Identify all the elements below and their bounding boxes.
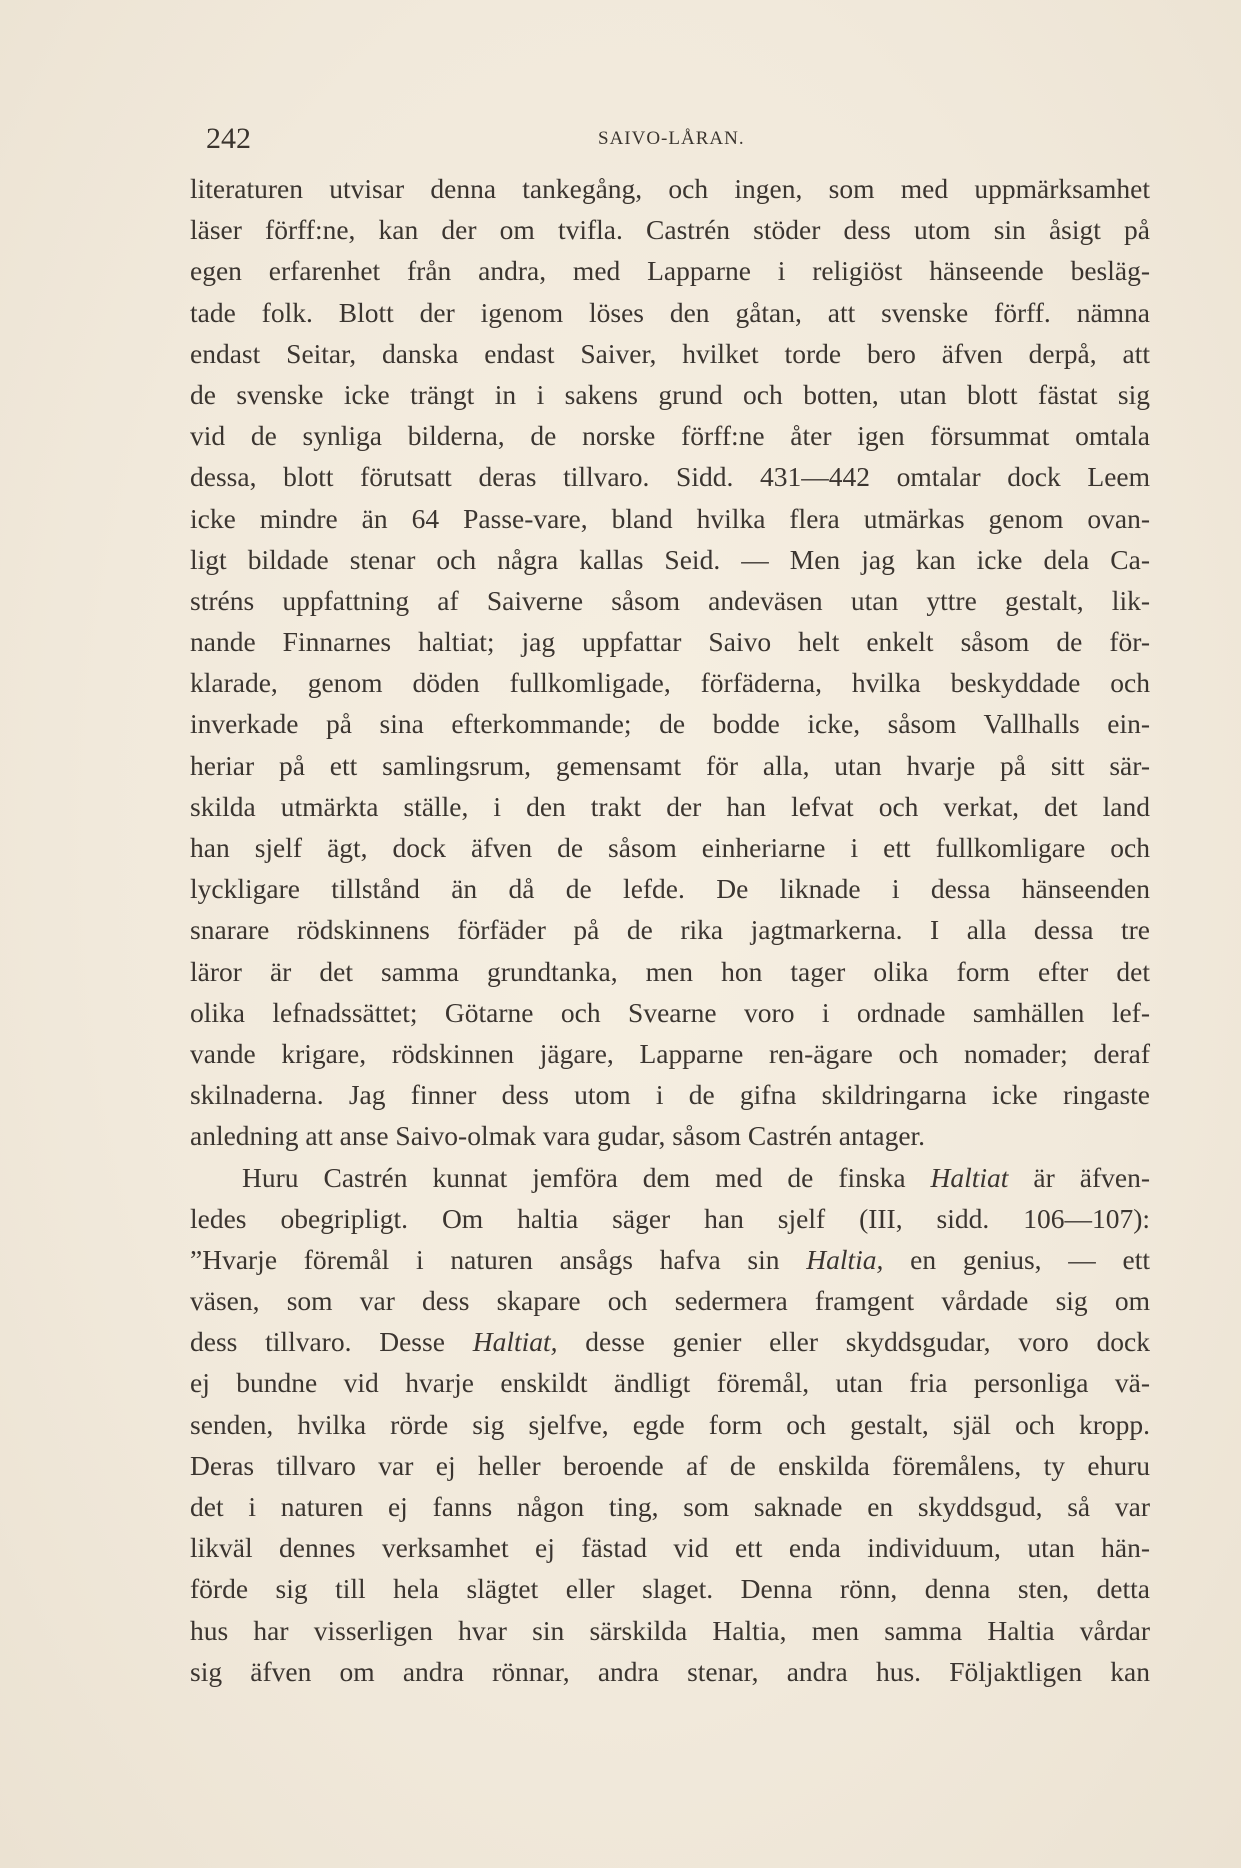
text-line: ligt bildade stenar och några kallas Seid. — Men jag kan icke dela Ca- <box>190 543 1150 575</box>
text-line <box>190 1157 1150 1198</box>
text-line: klarade, genom döden fullkomligade, förfäderna, hvilka beskyddade och <box>190 667 1150 699</box>
text-line: de svenske icke trängt in i sakens grund och botten, utan blott fästat sig <box>190 378 1150 410</box>
body-text <box>190 168 1150 1692</box>
text-line: senden, hvilka rörde sig sjelfve, egde form och gestalt, själ och kropp. <box>190 1408 1150 1440</box>
text-line: han sjelf ägt, dock äfven de såsom einheriarne i ett fullkomligare och <box>190 832 1150 863</box>
italic-term: Haltiat <box>930 1161 1009 1193</box>
text-line: läser förff:ne, kan der om tvifla. Castrén stöder dess utom sin åsigt på <box>190 214 1150 246</box>
text-line: snarare rödskinnens förfäder på de rika jagtmarkerna. I alla dessa tre <box>190 914 1150 946</box>
text-line: Deras tillvaro var ej heller beroende af de enskilda föremålens, ty ehuru <box>190 1449 1150 1481</box>
text-line: sig äfven om andra rönnar, andra stenar, andra hus. Följaktligen kan <box>190 1655 1150 1687</box>
text-line: lyckligare tillstånd än då de lefde. De liknade i dessa hänseenden <box>190 873 1150 905</box>
text-line: förde sig till hela slägtet eller slaget. Denna rönn, denna sten, detta <box>190 1573 1150 1605</box>
text-line: läror är det samma grundtanka, men hon tager olika form efter det <box>190 955 1150 987</box>
text-line: literaturen utvisar denna tankegång, och ingen, som med uppmärksamhet <box>190 173 1150 204</box>
page-header <box>206 122 1146 162</box>
text-line: vande krigare, rödskinnen jägare, Lapparne ren-ägare och nomader; deraf <box>190 1037 1150 1069</box>
text-segment: desse genier eller skyddsgudar, voro dock <box>557 1326 1150 1358</box>
text-line: icke mindre än 64 Passe-vare, bland hvilka flera utmärkas genom ovan- <box>190 502 1150 534</box>
text-line <box>190 1321 1150 1362</box>
text-line: det i naturen ej fanns någon ting, som saknade en skyddsgud, så var <box>190 1491 1150 1522</box>
text-line: stréns uppfattning af Saiverne såsom andeväsen utan yttre gestalt, lik- <box>190 584 1150 616</box>
text-segment: ”Hvarje föremål i naturen ansågs hafva sin <box>190 1243 807 1275</box>
text-line: skilda utmärkta ställe, i den trakt der han lefvat och verkat, det land <box>190 790 1150 822</box>
text-line: vid de synliga bilderna, de norske förff:ne åter igen försummat omtala <box>190 420 1150 452</box>
italic-term: Haltia, <box>806 1243 884 1275</box>
text-segment: Huru Castrén kunnat jemföra dem med de finska <box>242 1161 931 1193</box>
text-line: ledes obegripligt. Om haltia säger han sjelf (III, sidd. 106—107): <box>190 1202 1150 1234</box>
text-line: egen erfarenhet från andra, med Lapparne i religiöst hänseende besläg- <box>190 255 1150 287</box>
text-line: dessa, blott förutsatt deras tillvaro. Sidd. 431—442 omtalar dock Leem <box>190 461 1150 493</box>
italic-term: Haltiat, <box>472 1326 558 1358</box>
text-line: inverkade på sina efterkommande; de bodde icke, såsom Vallhalls ein- <box>190 708 1150 740</box>
text-line: tade folk. Blott der igenom löses den gåtan, att svenske förff. nämna <box>190 296 1150 328</box>
text-line: olika lefnadssättet; Götarne och Svearne voro i ordnade samhällen lef- <box>190 996 1150 1028</box>
text-line: endast Seitar, danska endast Saiver, hvilket torde bero äfven derpå, att <box>190 337 1150 369</box>
text-line: skilnaderna. Jag finner dess utom i de gifna skildringarna icke ringaste <box>190 1079 1150 1111</box>
text-line: nande Finnarnes haltiat; jag uppfattar Saivo helt enkelt såsom de för- <box>190 626 1150 658</box>
text-line: ej bundne vid hvarje enskildt ändligt föremål, utan fria personliga vä- <box>190 1367 1150 1399</box>
text-line: väsen, som var dess skapare och sedermera framgent vårdade sig om <box>190 1285 1150 1317</box>
text-segment: är äfven- <box>1008 1161 1150 1193</box>
text-line: anledning att anse Saivo-olmak vara gudar, såsom Castrén antager. <box>190 1120 926 1152</box>
text-line: heriar på ett samlingsrum, gemensamt för alla, utan hvarje på sitt sär- <box>190 749 1150 781</box>
page-number: 242 <box>206 122 251 155</box>
text-segment: en genius, — ett <box>883 1243 1150 1275</box>
text-line: likväl dennes verksamhet ej fästad vid ett enda individuum, utan hän- <box>190 1532 1150 1564</box>
text-line <box>190 1239 1150 1280</box>
text-line: hus har visserligen hvar sin särskilda Haltia, men samma Haltia vårdar <box>190 1614 1150 1646</box>
running-head: SAIVO-LÅRAN. <box>598 128 745 149</box>
text-segment: dess tillvaro. Desse <box>190 1326 473 1358</box>
